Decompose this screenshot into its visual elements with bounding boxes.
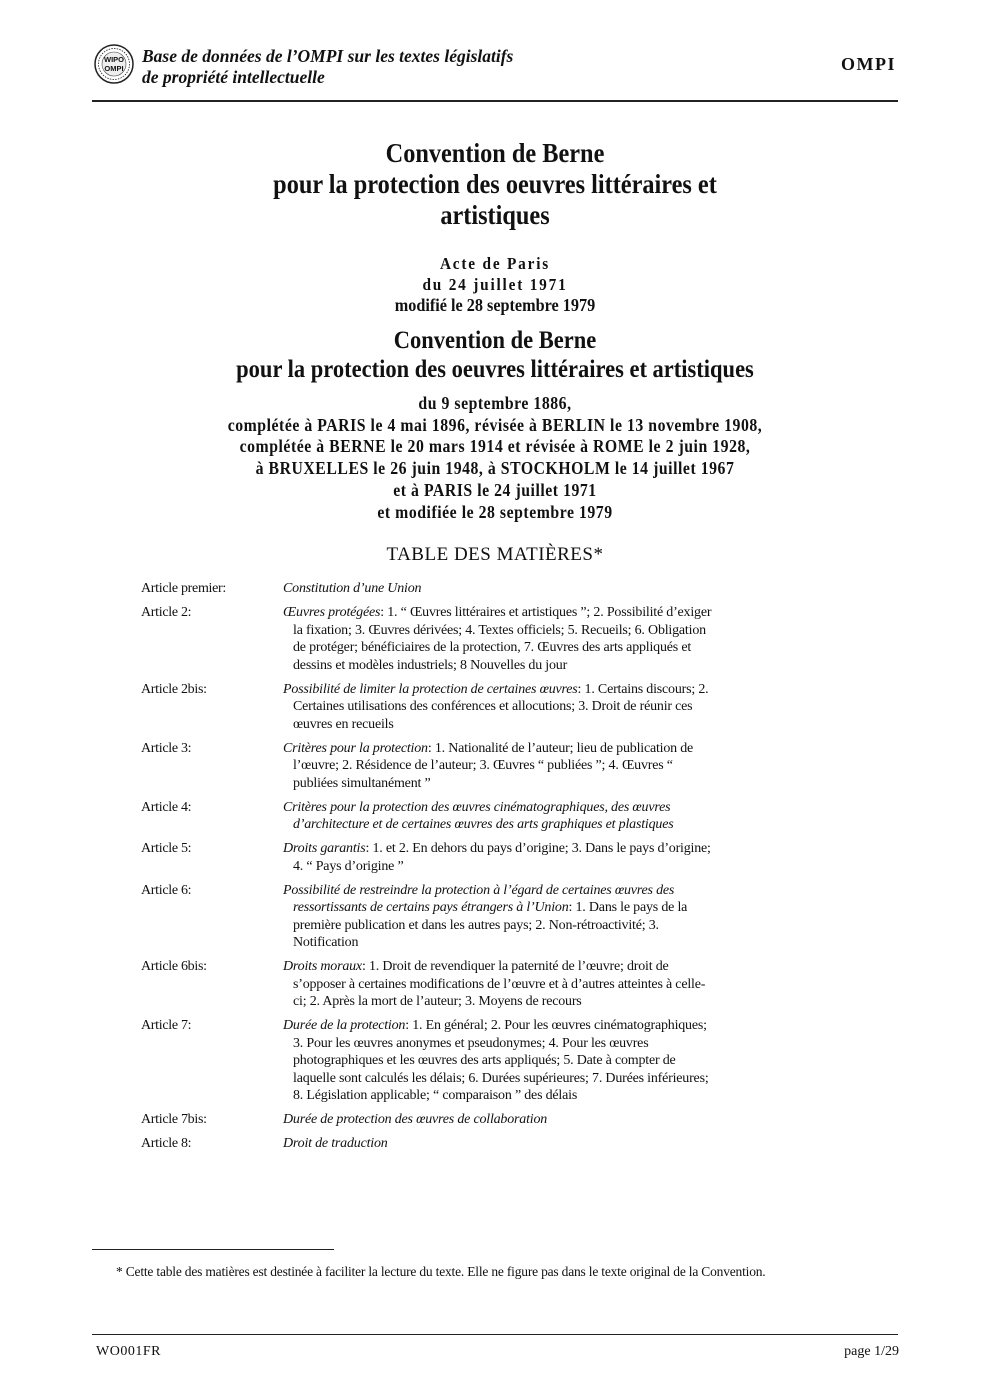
toc-entry-description xyxy=(283,840,718,875)
history-line-2: complétée à PARIS le 4 mai 1896, révisée à BERLIN le 13 novembre 1908, xyxy=(227,414,763,435)
toc-entry-title: Critères pour la protection des œuvres cinématographiques, des œuvres d’architecture et de certaines œuvres des arts graphiques et plastiques xyxy=(283,799,674,832)
history-line-3: complétée à BERNE le 20 mars 1914 et révisée à ROME le 2 juin 1928, xyxy=(239,436,751,457)
toc-entry-label: Article 2bis: xyxy=(141,681,207,697)
toc-entry xyxy=(141,882,721,952)
act-name: Acte de Paris xyxy=(439,254,551,273)
revision-history xyxy=(92,393,898,523)
toc-entry-description xyxy=(283,740,718,793)
history-line-1: du 9 septembre 1886, xyxy=(418,393,572,413)
wipo-logo-icon xyxy=(94,44,134,84)
logo-text-top: WIPO xyxy=(104,55,124,64)
history-line-4: à BRUXELLES le 26 juin 1948, à STOCKHOLM le 14 juillet 1967 xyxy=(255,458,735,479)
toc-entry-label: Article 6bis: xyxy=(141,959,207,974)
history-line-5: et à PARIS le 24 juillet 1971 xyxy=(393,479,597,500)
toc-entry xyxy=(141,799,721,834)
footer-rule xyxy=(92,1334,898,1335)
toc-entry-description xyxy=(283,958,718,1011)
toc-entry-label: Article 7: xyxy=(141,1018,192,1033)
toc-entry-description xyxy=(283,604,718,674)
act-date: du 24 juillet 1971 xyxy=(422,275,568,294)
toc-entry-title: Critères pour la protection xyxy=(283,740,428,756)
toc-entry-details: : 1. En général; 2. Pour les œuvres cinématographiques; 3. Pour les œuvres anonymes et pseudonymes; 4. Pour les œuvres photographiques et les œuvres des arts appliqués; 5. Date à compter de laquelle sont calculés les délais; 6. Durées supérieures; 7. Durées inférieures; 8. Législation applicable; “ comparaison ” des délais xyxy=(293,1018,709,1103)
convention-title-line-1: Convention de Berne xyxy=(393,327,597,354)
toc-entry-description xyxy=(283,1135,718,1153)
toc-entry-label: Article 7bis: xyxy=(141,1112,207,1127)
toc-entry xyxy=(141,604,721,674)
toc-entry-title: Possibilité de limiter la protection de certaines œuvres xyxy=(283,681,578,697)
toc-entry-title: Droit de traduction xyxy=(283,1136,388,1151)
convention-title xyxy=(92,326,898,384)
toc-entry-label: Article 4: xyxy=(141,799,192,815)
toc-entry-description xyxy=(283,580,718,598)
toc-entry xyxy=(141,1111,721,1129)
toc-entry-description xyxy=(283,799,718,834)
toc-entry-title: Droits moraux xyxy=(283,959,362,974)
header-line-2: de propriété intellectuelle xyxy=(142,67,325,87)
title-line-2: pour la protection des oeuvres littéraires et xyxy=(273,169,717,199)
header-line-1: Base de données de l’OMPI sur les textes législatifs xyxy=(142,46,514,66)
toc-entry-title: Droits garantis xyxy=(283,841,366,856)
page-header xyxy=(92,42,898,102)
toc-entry-label: Article 8: xyxy=(141,1136,192,1151)
toc-entry-label: Article premier: xyxy=(141,581,226,596)
title-line-3: artistiques xyxy=(440,200,550,230)
header-title xyxy=(142,46,513,88)
toc-entry xyxy=(141,1135,721,1153)
toc-entry-description xyxy=(283,1111,718,1129)
title-line-1: Convention de Berne xyxy=(385,138,605,168)
act-modified: modifié le 28 septembre 1979 xyxy=(394,295,596,315)
toc-entry-label: Article 3: xyxy=(141,740,192,756)
convention-title-line-2: pour la protection des oeuvres littéraires et artistiques xyxy=(236,356,754,383)
toc-entry-title: Durée de la protection xyxy=(283,1018,406,1033)
page-number: page 1/29 xyxy=(844,1344,899,1359)
toc-entry-details: : 1. Droit de revendiquer la paternité de l’œuvre; droit de s’opposer à certaines modifications de l’œuvre et à d’autres atteintes à celle-ci; 2. Après la mort de l’auteur; 3. Moyens de recours xyxy=(293,959,706,1009)
toc-heading: TABLE DES MATIÈRES* xyxy=(386,544,604,565)
logo-text-bottom: OMPI xyxy=(104,64,124,73)
toc-entry-title: Œuvres protégées xyxy=(283,605,381,620)
header-org: OMPI xyxy=(841,54,896,74)
table-of-contents xyxy=(141,580,721,1159)
toc-entry-title: Durée de protection des œuvres de collaboration xyxy=(283,1112,548,1127)
toc-entry-details: : 1. et 2. En dehors du pays d’origine; 3. Dans le pays d’origine; 4. “ Pays d’origine ” xyxy=(293,841,711,874)
toc-entry-details: : 1. Dans le pays de la première publication et dans les autres pays; 2. Non-rétroactivité; 3. Notification xyxy=(293,900,688,950)
document-title xyxy=(92,138,898,231)
toc-entry xyxy=(141,740,721,793)
toc-entry xyxy=(141,580,721,598)
toc-entry-details: : 1. Certains discours; 2. Certaines utilisations des conférences et allocutions; 3. Droit de réunir ces œuvres en recueils xyxy=(293,681,709,732)
toc-entry-description xyxy=(283,882,718,952)
toc-entry xyxy=(141,1017,721,1105)
footnote-rule xyxy=(92,1249,334,1250)
toc-entry-details: : 1. “ Œuvres littéraires et artistiques ”; 2. Possibilité d’exiger la fixation; 3. Œuvres dérivées; 4. Textes officiels; 5. Recueils; 6. Obligation de protéger; bénéficiaires de la protection, 7. Œuvres des arts appliqués et dessins et modèles industriels; 8 Nouvelles du jour xyxy=(293,605,712,673)
toc-entry-details: : 1. Nationalité de l’auteur; lieu de publication de l’œuvre; 2. Résidence de l’auteur; 3. Œuvres “ publiées ”; 4. Œuvres “ publiées simultanément ” xyxy=(293,740,694,791)
toc-entry-description xyxy=(283,681,718,734)
toc-entry-title: Constitution d’une Union xyxy=(283,581,422,596)
toc-entry xyxy=(141,958,721,1011)
toc-entry-label: Article 6: xyxy=(141,882,192,898)
toc-entry xyxy=(141,681,721,734)
toc-entry xyxy=(141,840,721,875)
toc-entry-label: Article 2: xyxy=(141,605,192,620)
toc-entry-description xyxy=(283,1017,718,1105)
toc-entry-title: Possibilité de restreindre la protection à l’égard de certaines œuvres des ressortissants de certains pays étrangers à l’Union xyxy=(283,882,675,915)
document-code: WO001FR xyxy=(96,1344,161,1359)
act-info xyxy=(92,253,898,316)
toc-entry-label: Article 5: xyxy=(141,841,192,856)
history-line-6: et modifiée le 28 septembre 1979 xyxy=(377,501,613,522)
footnote: * Cette table des matières est destinée à faciliter la lecture du texte. Elle ne figure pas dans le texte original de la Convention. xyxy=(116,1264,766,1279)
